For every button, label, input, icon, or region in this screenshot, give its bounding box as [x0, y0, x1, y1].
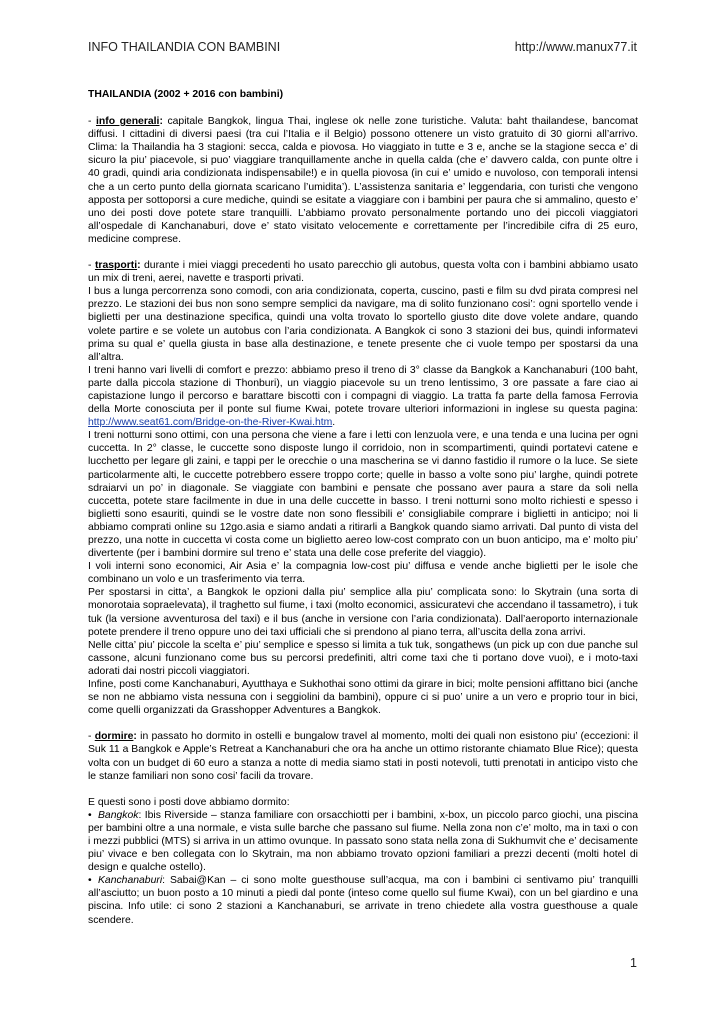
- place-text: : Ibis Riverside – stanza familiare con orsacchiotti per i bambini, x-box, un piccolo parco giochi, una piscina per bambini oltre a una normale, e vista sulle barche che passano sul fiume. Nella zona non c’e’ molto, ma in taxi o con i mezzi pubblici (MTS) si arriva in un attimo ovunque. In passato sono stata nella zona di Sukhumvit che e’ decisamente piu’ vivace e ben collegata con lo Skytrain, ma non abbiamo trovato opzioni familiari a prezzi decenti (molti hotel di design e qualche ostello).: [88, 809, 639, 874]
- place-name: Kanchanaburi: [98, 875, 163, 887]
- paragraph-citta: Per spostarsi in citta’, a Bangkok le opzioni dalla piu’ semplice alla piu’ complicata sono: lo Skytrain (una sorta di monorotaia sopraelevata), il traghetto sul fiume, i taxi (molto economici, assicuratevi che accendano il tassametro), i tuk tuk (la versione avventurosa del taxi) e il bus (anche in versione con l’aria condizionata). Dall’aeroporto internazionale potete prendere il treno oppure uno dei taxi ufficiali che si prendono al piano terra, all’uscita della zona arrivi.: [88, 587, 638, 638]
- dash: -: [88, 731, 95, 743]
- info-text: capitale Bangkok, lingua Thai, inglese ok nelle zone turistiche. Valuta: baht thailandese, bancomat diffusi. I cittadini di diversi paesi (tra cui l’Italia e il Belgio) possono ottenere un visto gratuito di 30 giorni all’arrivo. Clima: la Thailandia ha 3 stagioni: secca, calda e piovosa. Ho viaggiato in tutte e 3 e, anche se la stagione secca e’ di sicuro la piu’ piacevole, si puo’ viaggiare tranquillamente anche in quella calda (che e’ davvero calda, con punte oltre i 40 gradi, quindi aria condizionata indispensabile!) e in quella piovosa (in cui e’ umido e nuvoloso, con temporali intensi che a un certo punto della giornata scaricano l’umidita’). L’assistenza sanitaria e’ leggendaria, con turisti che vengono apposta per sottoporsi a cure mediche, quindi se esitate a viaggiare con i bambini per paura che si ammalino, questo e’ uno dei posti dove potete stare tranquilli. L’abbiamo provato personalmente portando uno dei piccoli viaggiatori all’ospedale di Kanchanaburi, dove e’ stato visitato velocemente e correttamente per l’incredibile cifra di 25 euro, medicine comprese.: [88, 116, 638, 245]
- page-header: [88, 40, 637, 54]
- seat61-link[interactable]: http://www.seat61.com/Bridge-on-the-River-Kwai.htm: [88, 417, 333, 429]
- dash: -: [88, 116, 96, 128]
- paragraph-bici: Infine, posti come Kanchanaburi, Ayutthaya e Sukhothai sono ottimi da girare in bici; molte pensioni affittano bici (anche se non ne abbiamo vista nessuna con i seggiolini da bambini), oppure ci si puo’ unire a un vero e proprio tour in bici, come quelli organizzati da Grasshopper Adventures a Bangkok.: [88, 679, 638, 717]
- paragraph-treni-notturni: I treni notturni sono ottimi, con una persona che viene a fare i letti con lenzuola vere, e una tenda e una lucina per ogni cuccetta. In 2° classe, le cuccette sono disposte lungo il corridoio, non in scompartimenti, quindi portatevi catene e lucchetto per legare gli zaini, e tappi per le orecchie o una mascherina se vi danno fastidio il rumore o la luce. Se siete particolarmente alti, le cuccette potrebbero essere troppo corte; quelle in basso a volte sono piu’ larghe, quindi potrete sdraiarvi un po’ in diagonale. Se viaggiate con bambini e pensate che possano aver paura a stare da soli nella cuccetta, potete stare facilmente in due in una delle cuccette in basso. I treni notturni sono molto richiesti e spesso i biglietti sono esauriti, quindi se le vostre date non sono flessibili e’ consigliabile comprare i biglietti in anticipo; noi li abbiamo comprati online su 12go.asia e siamo andati a ritirarli a Bangkok quando siamo arrivati. Dal punto di vista del prezzo, una notte in cuccetta vi costa come un biglietto aereo low-cost comprato con un buon anticipo, ma e’ molto piu’ divertente (per i bambini dormire sul treno e’ stata una delle cose preferite del viaggio).: [88, 430, 638, 560]
- treni-text: I treni hanno vari livelli di comfort e prezzo: abbiamo preso il treno di 3° classe da Bangkok a Kanchanaburi (100 baht, parte dalla piccola stazione di Thonburi), un viaggio piacevole su un treno lentissimo, 3 ore passate a fare ciao ai capistazione lungo il percorso e barattare biscotti con i compagni di viaggio. La tratta fa parte della famosa Ferrovia della Morte conosciuta per il ponte sul fiume Kwai, potete trovare ulteriori informazioni in inglese su questa pagina:: [88, 364, 638, 416]
- colon: :: [137, 260, 141, 272]
- dash: -: [88, 260, 95, 272]
- document-title: THAILANDIA (2002 + 2016 con bambini): [88, 89, 284, 100]
- header-url: http://www.manux77.it: [514, 40, 637, 54]
- place-text: : Sabai@Kan – ci sono molte guesthouse sull’acqua, ma con i bambini ci sentivamo piu’ tranquilli all’asciutto; un buon posto a 10 minuti a piedi dal ponte (inteso come quello sul fiume Kwai), con un bel giardino e una piscina. Info utile: ci sono 2 stazioni a Kanchanaburi, se arrivate in treno chiedete alla vostra guesthouse a quale scendere.: [88, 875, 638, 926]
- colon: :: [159, 116, 163, 128]
- trasporti-intro: durante i miei viaggi precedenti ho usato parecchio gli autobus, questa volta con i bambini abbiamo usato un mix di treni, aerei, navette e trasporti privati.: [88, 260, 638, 285]
- list-intro: E questi sono i posti dove abbiamo dormito:: [88, 796, 290, 808]
- list-item: [88, 874, 638, 926]
- bullet-icon: •: [88, 875, 92, 887]
- document-body: [88, 88, 638, 927]
- place-name: Bangkok: [98, 809, 139, 821]
- bullet-icon: •: [88, 809, 92, 821]
- section-heading-dormire: dormire: [94, 731, 134, 743]
- period: .: [332, 417, 336, 429]
- list-item: [88, 809, 638, 874]
- section-heading-trasporti: trasporti: [94, 260, 138, 272]
- paragraph-treni: [88, 364, 638, 429]
- section-dormire: [88, 730, 638, 782]
- paragraph-bus: I bus a lunga percorrenza sono comodi, con aria condizionata, coperta, cuscino, pasti e film su dvd pirata compresi nel prezzo. Le stazioni dei bus non sono sempre semplici da navigare, ma di solito funzionano cosi’: ogni sportello vende i biglietti per una destinazione specifica, quindi una volta trovato lo sportello giusto dite dove volete andare, quando volete partire e se volete un autobus con l’aria condizionata. A Bangkok ci sono 3 stazioni dei bus, quindi informatevi prima su qual e’ quella giusta in base alla destinazione, e tenete presente che ci vuole tempo per spostarsi da una all’altra.: [88, 286, 638, 363]
- paragraph-citta-piccole: Nelle citta’ piu’ piccole la scelta e’ piu’ semplice e spesso si limita a tuk tuk, songathews (un pick up con due panche sul cassone, alcuni funzionano come bus su percorsi predefiniti, altri come taxi che ti portano dove vuoi), e i moto-taxi adorati dai nostri piccoli viaggiatori.: [88, 639, 638, 677]
- section-heading-info: info generali: [96, 116, 160, 128]
- section-info-generali: [88, 115, 638, 246]
- colon: :: [133, 731, 137, 743]
- paragraph-voli: I voli interni sono economici, Air Asia e’ la compagnia low-cost piu’ diffusa e vende anche biglietti per le isole che combinano un volo e un trasferimento via terra.: [88, 561, 638, 586]
- header-title: INFO THAILANDIA CON BAMBINI: [88, 40, 281, 54]
- section-trasporti: [88, 259, 638, 285]
- dormire-text: in passato ho dormito in ostelli e bungalow travel al momento, molti dei quali non esistono piu’ (eccezioni: il Suk 11 a Bangkok e Apple’s Retreat a Kanchanaburi che ora ha anche un ottimo ristorante chiamato Blue Rice); questa volta con un budget di 60 euro a stanza a notte di media siamo stati in posti notevoli, tutti prenotati in anticipo visto che le stanze familiari non sono cosi’ facili da trovare.: [88, 731, 638, 782]
- page-number: 1: [630, 956, 637, 970]
